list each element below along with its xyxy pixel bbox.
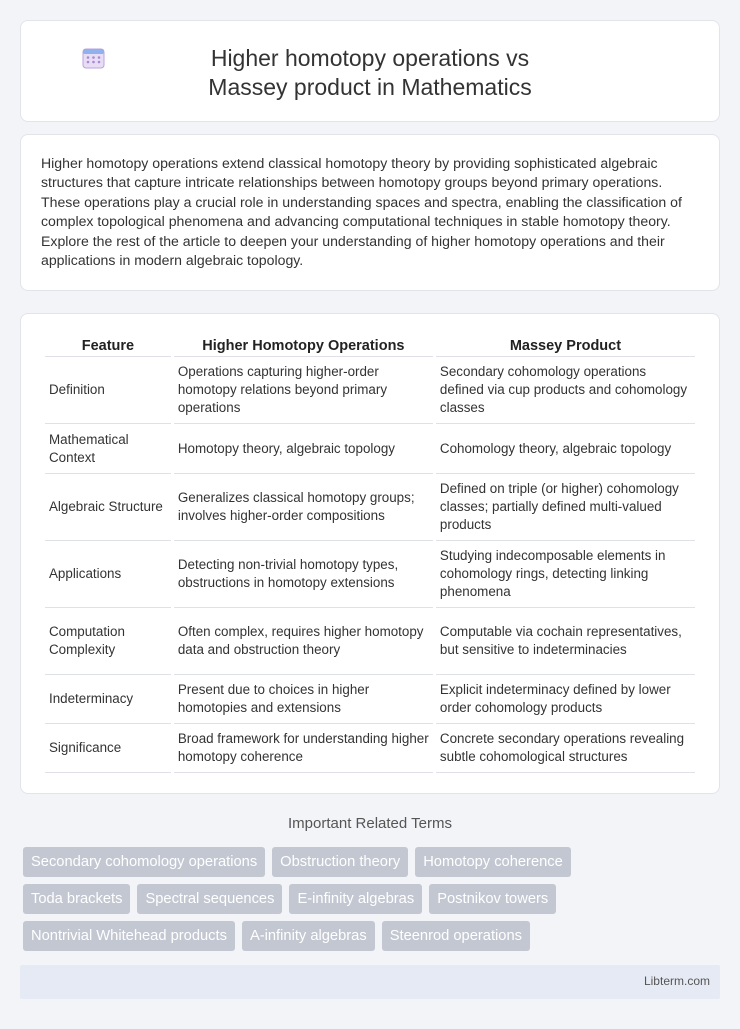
cell-feature: Applications [45,541,171,608]
intro-paragraph: Higher homotopy operations extend classical homotopy theory by providing sophisticated algebraic structures that capture intricate relationships between homotopy groups beyond primary operations. These operations play a crucial role in understanding spaces and spectra, enabling the classification of complex topological phenomena and advancing computational techniques in stable homotopy theory. Explore the rest of the article to deepen your understanding of higher homotopy operations and their applications in modern algebraic topology. [41,155,682,269]
cell-massey-product: Cohomology theory, algebraic topology [436,424,695,474]
cell-massey-product: Secondary cohomology operations defined via cup products and cohomology classes [436,357,695,424]
tag-row [23,921,623,951]
intro-card [20,134,720,291]
tag-toda-brackets[interactable]: Toda brackets [23,884,130,914]
cell-feature: Algebraic Structure [45,474,171,541]
tag-a-infinity-algebras[interactable]: A-infinity algebras [242,921,375,951]
cell-massey-product: Concrete secondary operations revealing subtle cohomological structures [436,724,695,773]
table-row [45,675,695,724]
tag-obstruction-theory[interactable]: Obstruction theory [272,847,408,877]
table-header-row [45,335,695,357]
footer-site-link[interactable]: Libterm.com [643,974,710,988]
comparison-card [20,313,720,794]
cell-higher-homotopy: Homotopy theory, algebraic topology [174,424,433,474]
header-massey-product: Massey Product [436,335,695,357]
cell-massey-product: Defined on triple (or higher) cohomology classes; partially defined multi-valued products [436,474,695,541]
page-title [21,44,719,102]
table-row [45,474,695,541]
tag-nontrivial-whitehead-products[interactable]: Nontrivial Whitehead products [23,921,235,951]
cell-feature: Definition [45,357,171,424]
tag-secondary-cohomology-operations[interactable]: Secondary cohomology operations [23,847,265,877]
table-row [45,541,695,608]
tag-row [23,884,623,914]
tag-postnikov-towers[interactable]: Postnikov towers [429,884,556,914]
cell-higher-homotopy: Operations capturing higher-order homotopy relations beyond primary operations [174,357,433,424]
table-row [45,424,695,474]
cell-higher-homotopy: Detecting non-trivial homotopy types, obstructions in homotopy extensions [174,541,433,608]
tag-e-infinity-algebras[interactable]: E-infinity algebras [289,884,422,914]
footer [20,965,720,999]
table-row [45,357,695,424]
cell-massey-product: Explicit indeterminacy defined by lower order cohomology products [436,675,695,724]
tag-homotopy-coherence[interactable]: Homotopy coherence [415,847,571,877]
table-row [45,608,695,675]
tag-spectral-sequences[interactable]: Spectral sequences [137,884,282,914]
title-card [20,20,720,122]
related-terms-heading: Important Related Terms [288,815,452,832]
page-title-text: Higher homotopy operations vs Massey product in Mathematics [208,45,532,100]
cell-feature: Indeterminacy [45,675,171,724]
tag-steenrod-operations[interactable]: Steenrod operations [382,921,530,951]
cell-higher-homotopy: Often complex, requires higher homotopy data and obstruction theory [174,608,433,675]
table-row [45,724,695,773]
cell-higher-homotopy: Broad framework for understanding higher homotopy coherence [174,724,433,773]
header-higher-homotopy: Higher Homotopy Operations [174,335,433,357]
cell-higher-homotopy: Present due to choices in higher homotopies and extensions [174,675,433,724]
cell-higher-homotopy: Generalizes classical homotopy groups; involves higher-order compositions [174,474,433,541]
tag-row [23,847,623,877]
comparison-table [42,335,698,773]
cell-massey-product: Studying indecomposable elements in cohomology rings, detecting linking phenomena [436,541,695,608]
cell-massey-product: Computable via cochain representatives, but sensitive to indeterminacies [436,608,695,675]
cell-feature: Significance [45,724,171,773]
cell-feature: Computation Complexity [45,608,171,675]
cell-feature: Mathematical Context [45,424,171,474]
related-terms-list [23,847,623,958]
header-feature: Feature [45,335,171,357]
